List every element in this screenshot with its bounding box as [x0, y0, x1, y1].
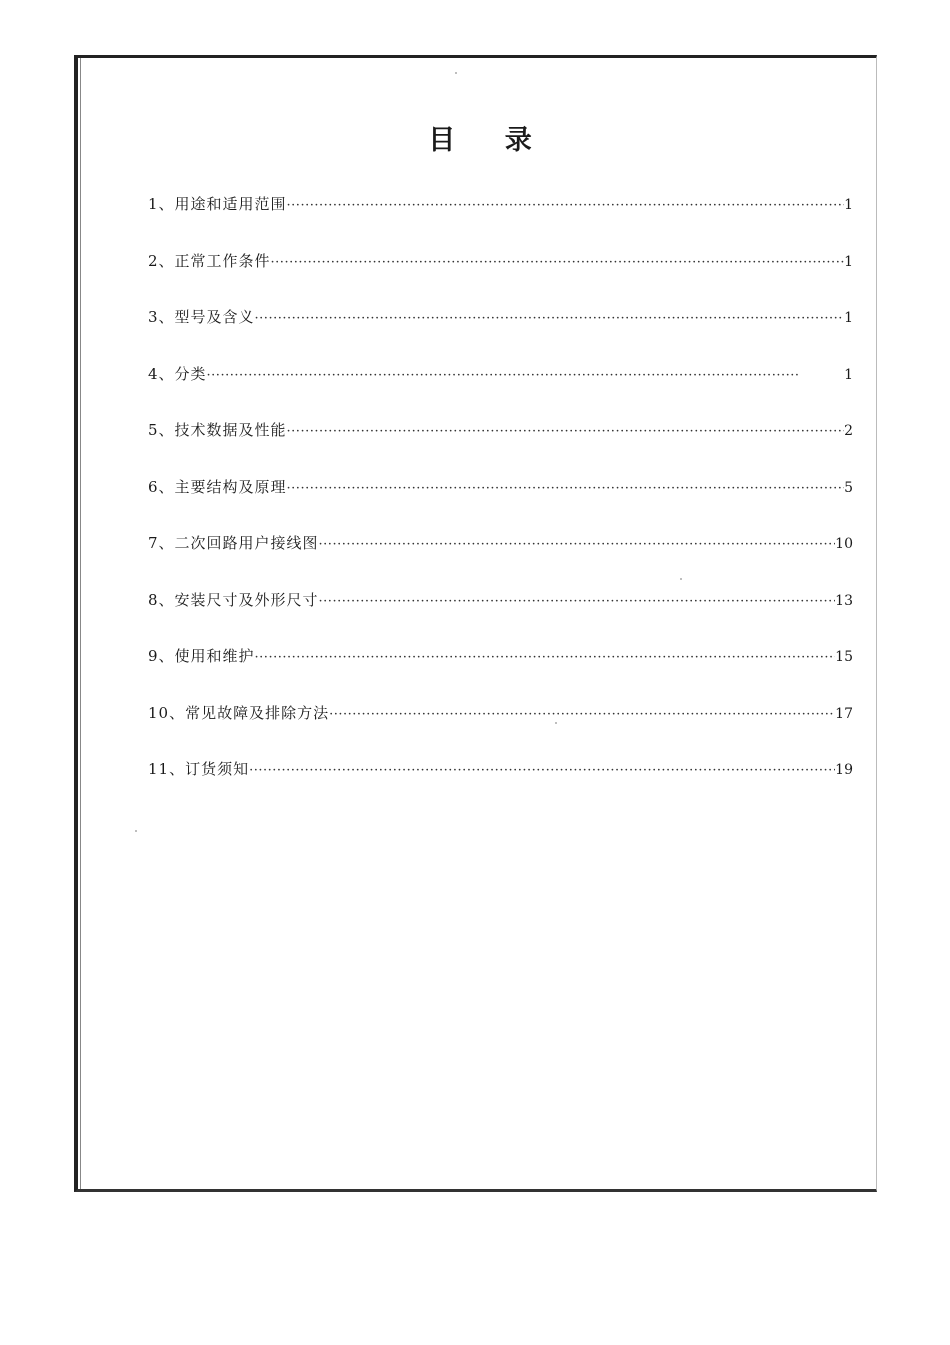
toc-entry — [148, 250, 853, 307]
toc-leader-dots — [287, 198, 845, 213]
toc-entry-page: 19 — [835, 762, 853, 778]
toc-entry-label: 6、主要结构及原理 — [148, 477, 287, 496]
toc-leader-dots — [319, 594, 836, 609]
toc-entry-page: 1 — [844, 310, 853, 326]
toc-entry-label: 7、二次回路用户接线图 — [148, 534, 319, 552]
toc-entry-label: 9、使用和维护 — [148, 647, 255, 665]
toc-leader-dots — [271, 255, 845, 270]
scan-speck — [555, 722, 557, 724]
toc-leader-dots — [287, 481, 845, 496]
toc-entry-page: 13 — [835, 592, 853, 609]
toc-title: 目 录 — [428, 125, 552, 156]
toc-leader-dots — [249, 763, 835, 778]
toc-leader-dots — [255, 311, 845, 326]
toc-entry-page: 1 — [844, 197, 853, 213]
toc-entry — [148, 589, 853, 646]
toc-leader-dots — [255, 650, 836, 665]
toc-entry-label: 8、安装尺寸及外形尺寸 — [148, 590, 319, 609]
toc-entry-page: 5 — [844, 479, 853, 496]
toc-leader-dots — [287, 424, 845, 439]
toc-entry-page: 1 — [844, 253, 853, 270]
toc-entry — [148, 476, 853, 533]
scan-speck — [455, 72, 457, 74]
toc-entry — [148, 306, 853, 363]
toc-entry-page: 2 — [844, 423, 853, 439]
toc-entry — [148, 758, 853, 815]
toc-entry-page: 17 — [835, 705, 853, 722]
toc-entry — [148, 193, 853, 250]
toc-leader-dots — [329, 707, 835, 722]
scan-speck — [135, 830, 137, 832]
toc-entry-label: 11、订货须知 — [148, 760, 250, 778]
toc-entry — [148, 363, 853, 420]
toc-entry — [148, 645, 853, 702]
table-of-contents — [148, 193, 853, 815]
toc-entry-label: 4、分类 — [148, 364, 207, 383]
toc-leader-dots — [319, 537, 836, 552]
toc-entry-page: 10 — [835, 536, 853, 552]
toc-entry-page: 1 — [844, 366, 853, 383]
toc-entry — [148, 419, 853, 476]
toc-entry-label: 3、型号及含义 — [148, 308, 255, 326]
scan-speck — [680, 578, 682, 580]
toc-entry-label: 5、技术数据及性能 — [148, 421, 287, 439]
toc-leader-dots — [207, 368, 845, 383]
toc-entry-label: 1、用途和适用范围 — [148, 195, 287, 213]
toc-entry — [148, 532, 853, 589]
toc-entry-label: 10、常见故障及排除方法 — [148, 703, 330, 722]
toc-entry-page: 15 — [835, 649, 853, 665]
toc-entry — [148, 702, 853, 759]
toc-entry-label: 2、正常工作条件 — [148, 251, 271, 270]
